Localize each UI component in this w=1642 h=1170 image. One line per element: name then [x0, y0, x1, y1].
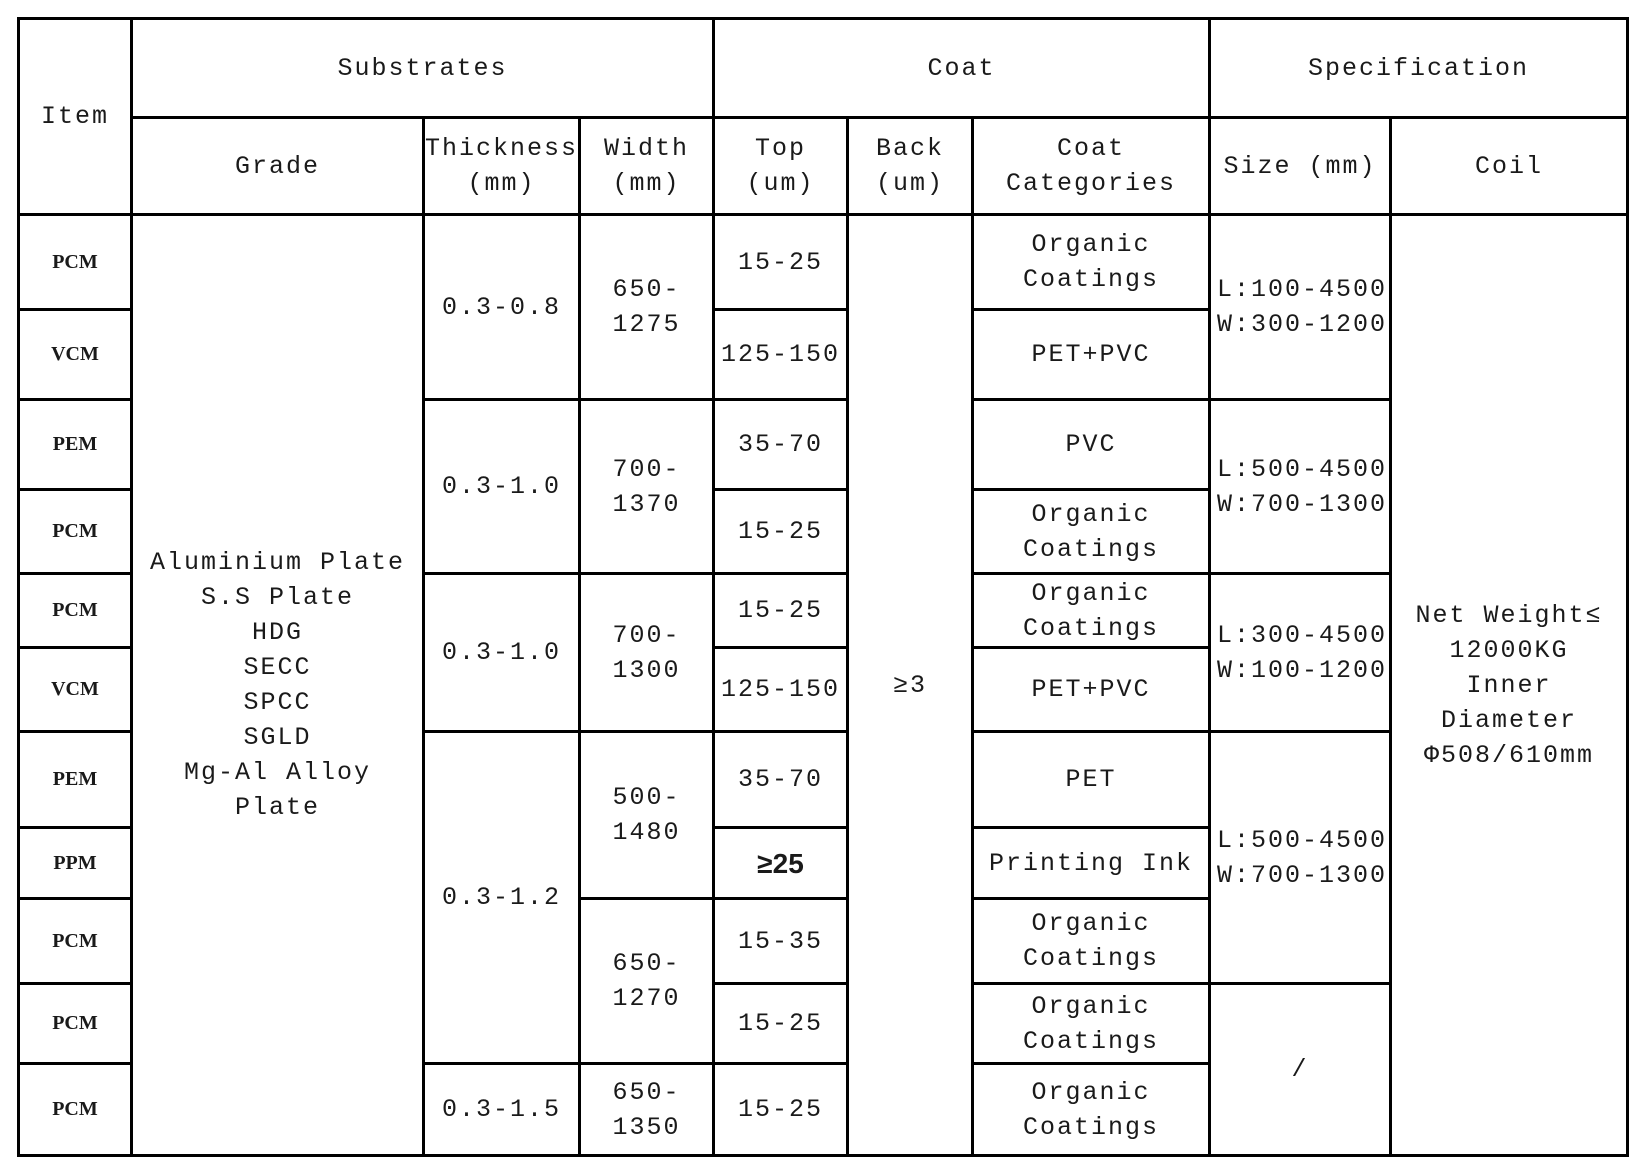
item-cell: PCM — [19, 899, 132, 984]
category-cell: Organic Coatings — [973, 1064, 1210, 1156]
top-cell: 15-25 — [714, 1064, 848, 1156]
size-cell: L:500-4500 W:700-1300 — [1210, 400, 1391, 574]
width-cell: 500-1480 — [580, 732, 714, 899]
category-cell: PVC — [973, 400, 1210, 490]
size-cell: / — [1210, 984, 1391, 1156]
item-cell: PCM — [19, 574, 132, 648]
size-cell: L:500-4500 W:700-1300 — [1210, 732, 1391, 984]
top-cell: 35-70 — [714, 400, 848, 490]
header-size: Size (mm) — [1210, 118, 1391, 215]
header-coil: Coil — [1391, 118, 1628, 215]
item-cell: PCM — [19, 1064, 132, 1156]
item-cell: PCM — [19, 490, 132, 574]
category-cell: Printing Ink — [973, 828, 1210, 899]
item-cell: PCM — [19, 215, 132, 310]
top-cell: 15-25 — [714, 490, 848, 574]
top-cell: ≥25 — [714, 828, 848, 899]
item-cell: VCM — [19, 648, 132, 732]
width-cell: 650- 1275 — [580, 215, 714, 400]
width-cell: 650- 1350 — [580, 1064, 714, 1156]
category-cell: Organic Coatings — [973, 215, 1210, 310]
category-cell: Organic Coatings — [973, 490, 1210, 574]
grade-cell: Aluminium Plate S.S Plate HDG SECC SPCC SGLD Mg-Al Alloy Plate — [132, 215, 424, 1156]
size-cell: L:300-4500 W:100-1200 — [1210, 574, 1391, 732]
thickness-cell: 0.3-1.5 — [424, 1064, 580, 1156]
item-cell: PEM — [19, 732, 132, 828]
item-cell: VCM — [19, 310, 132, 400]
header-coat: Coat — [714, 19, 1210, 118]
header-substrates: Substrates — [132, 19, 714, 118]
header-grade: Grade — [132, 118, 424, 215]
header-width: Width (mm) — [580, 118, 714, 215]
header-back: Back (um) — [848, 118, 973, 215]
top-cell: 125-150 — [714, 648, 848, 732]
top-cell: 15-35 — [714, 899, 848, 984]
item-cell: PCM — [19, 984, 132, 1064]
category-cell: PET+PVC — [973, 648, 1210, 732]
width-cell: 700- 1300 — [580, 574, 714, 732]
size-cell: L:100-4500 W:300-1200 — [1210, 215, 1391, 400]
width-cell: 700- 1370 — [580, 400, 714, 574]
top-cell: 15-25 — [714, 574, 848, 648]
back-cell: ≥3 — [848, 215, 973, 1156]
header-top: Top (um) — [714, 118, 848, 215]
category-cell: PET — [973, 732, 1210, 828]
category-cell: Organic Coatings — [973, 984, 1210, 1064]
header-thickness: Thickness (mm) — [424, 118, 580, 215]
thickness-cell: 0.3-0.8 — [424, 215, 580, 400]
item-cell: PEM — [19, 400, 132, 490]
top-cell: 15-25 — [714, 984, 848, 1064]
header-item: Item — [19, 19, 132, 215]
header-specification: Specification — [1210, 19, 1628, 118]
thickness-cell: 0.3-1.0 — [424, 574, 580, 732]
category-cell: Organic Coatings — [973, 899, 1210, 984]
top-cell: 125-150 — [714, 310, 848, 400]
header-coat-categories: Coat Categories — [973, 118, 1210, 215]
width-cell: 650- 1270 — [580, 899, 714, 1064]
thickness-cell: 0.3-1.2 — [424, 732, 580, 1064]
top-cell: 15-25 — [714, 215, 848, 310]
category-cell: Organic Coatings — [973, 574, 1210, 648]
top-cell: 35-70 — [714, 732, 848, 828]
coil-cell: Net Weight≤ 12000KG Inner Diameter Φ508/610mm — [1391, 215, 1628, 1156]
item-cell: PPM — [19, 828, 132, 899]
specification-table — [17, 17, 1629, 1157]
category-cell: PET+PVC — [973, 310, 1210, 400]
thickness-cell: 0.3-1.0 — [424, 400, 580, 574]
